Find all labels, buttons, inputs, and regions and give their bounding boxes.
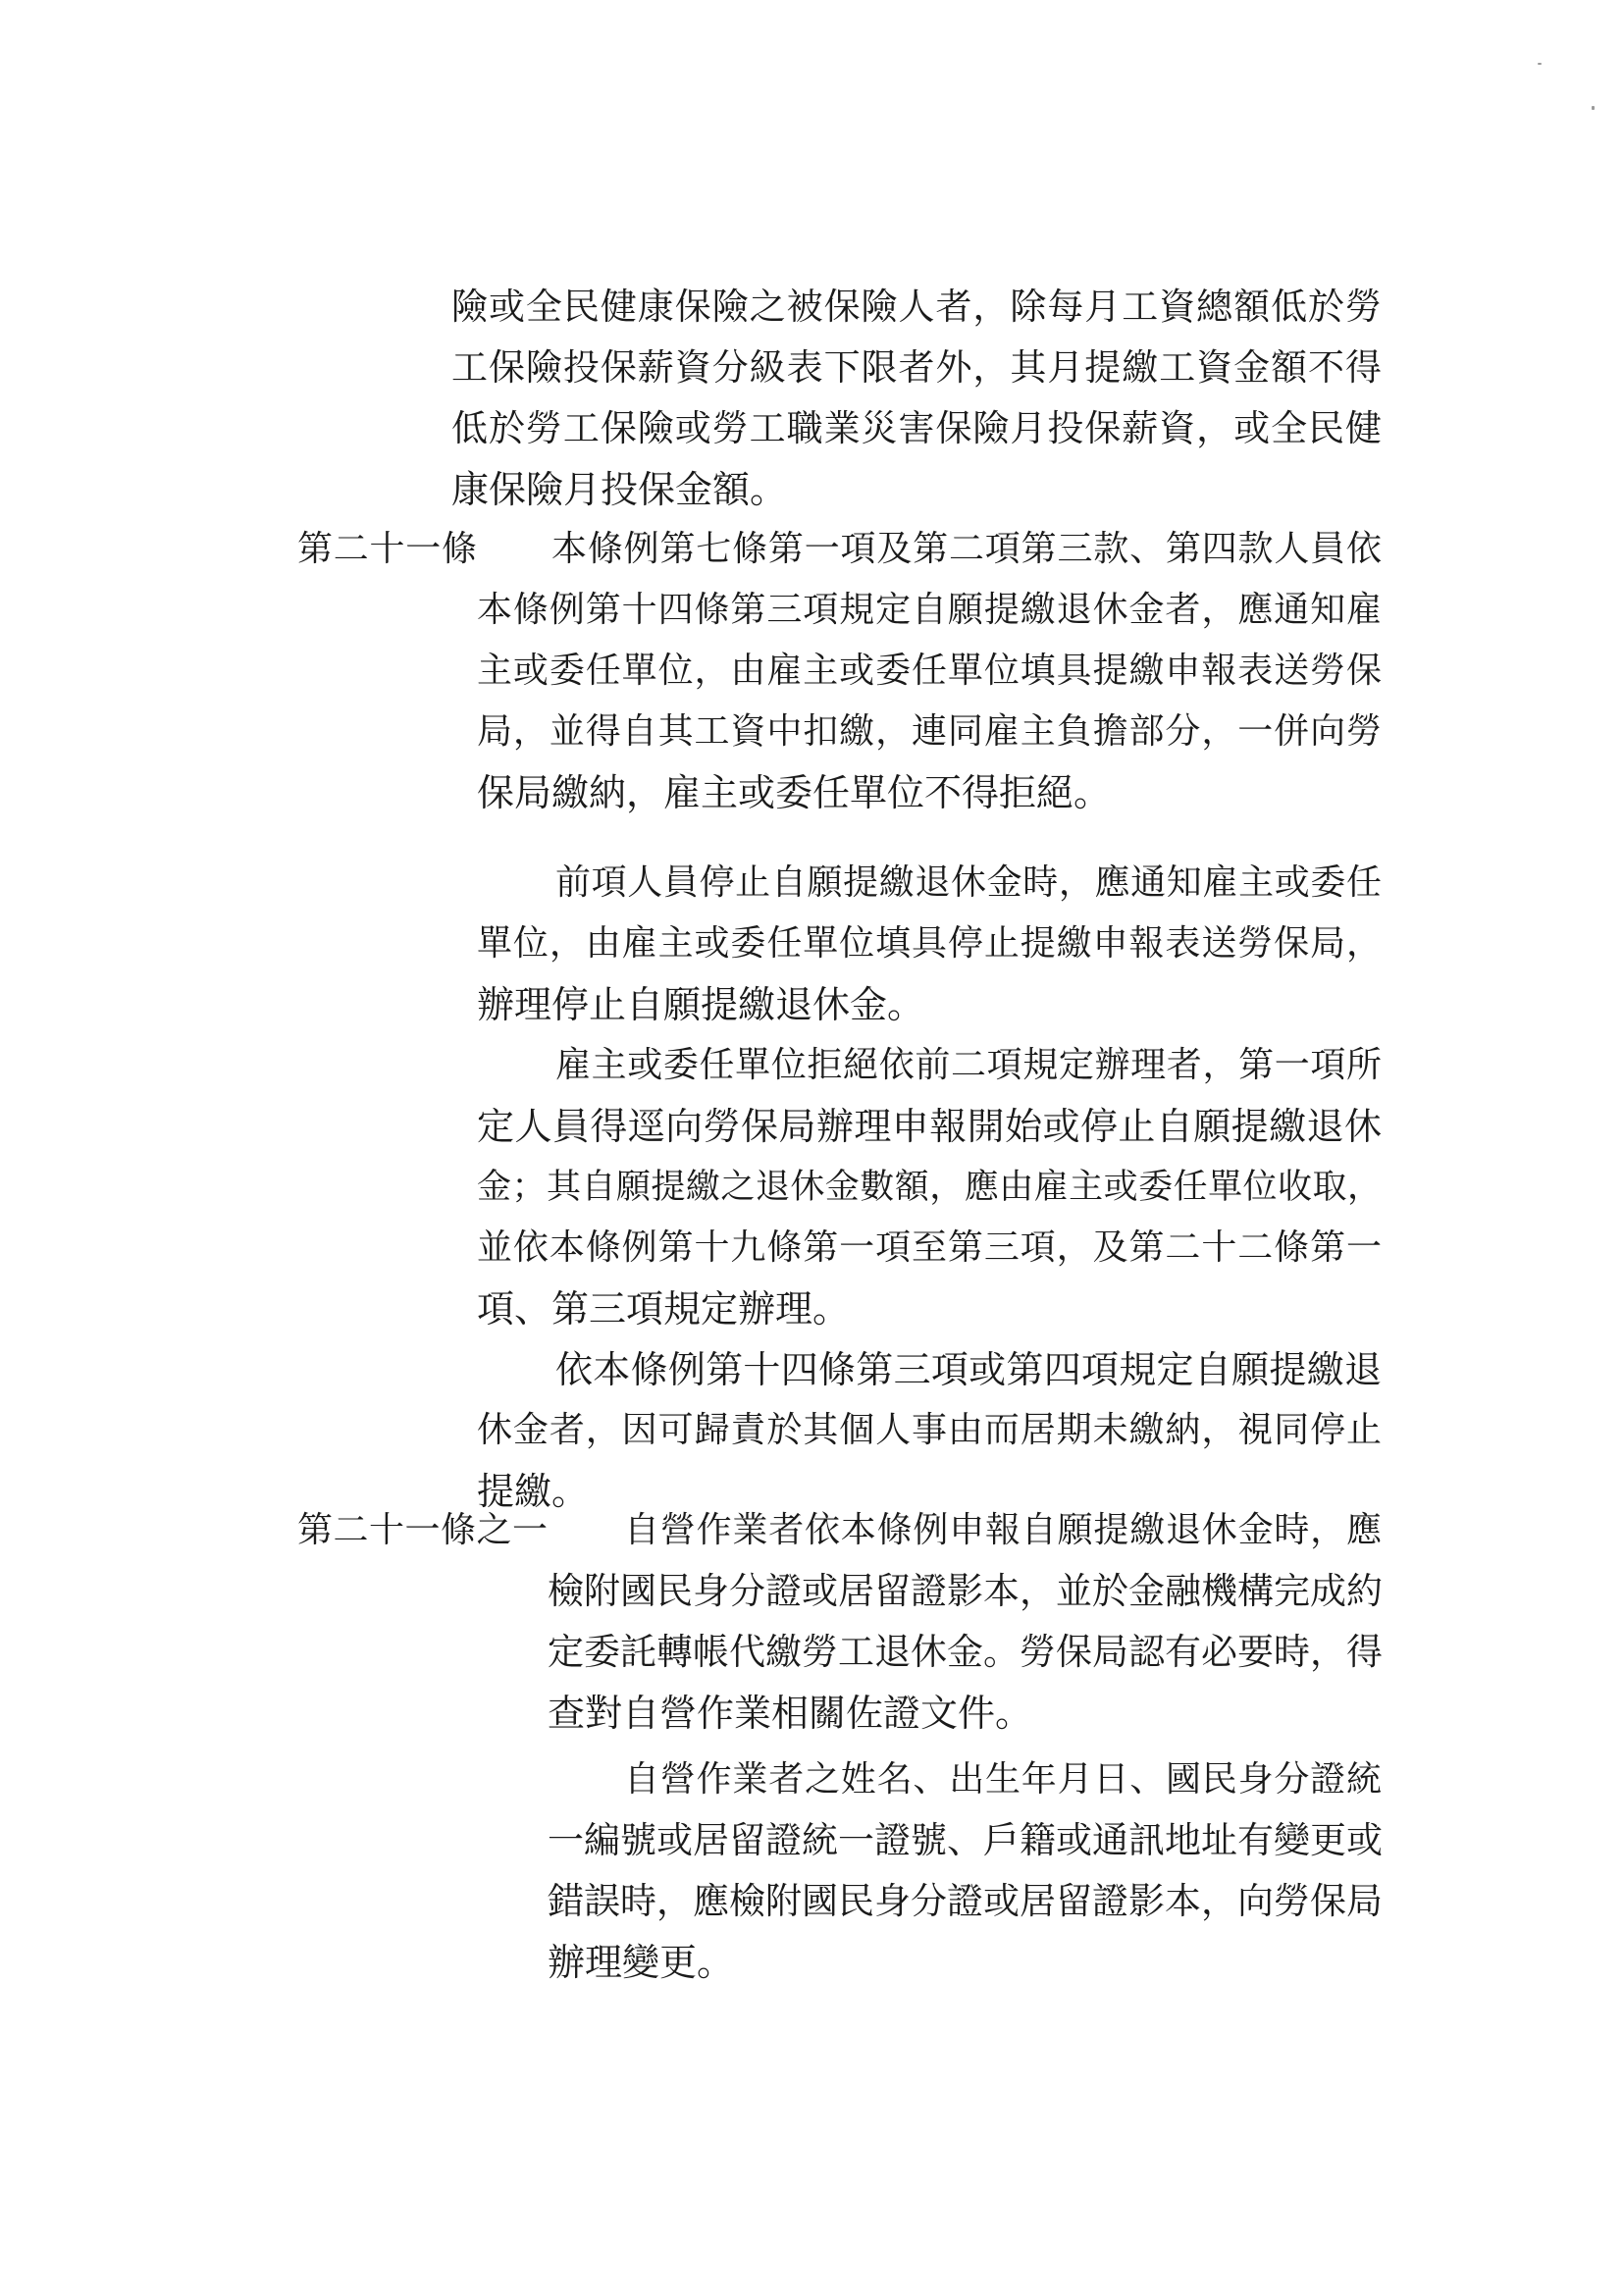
article-21-1-p1-line-3: 定委託轉帳代繳勞工退休金。勞保局認有必要時，得 (548, 1631, 1383, 1673)
article-21-1-p2-line-4: 辦理變更。 (548, 1941, 735, 1984)
article-21-p1-line-5: 保局繳納，雇主或委任單位不得拒絕。 (477, 771, 1112, 814)
article-21-1-p1-line-4: 查對自營作業相關佐證文件。 (548, 1692, 1033, 1735)
article-21-1-p1-line-1: 自營作業者依本條例申報自願提繳退休金時，應 (624, 1510, 1382, 1550)
article-21-p4-line-2: 休金者，因可歸責於其個人事由而居期未繳納，視同停止 (477, 1410, 1382, 1450)
article-21-p2-line-2: 單位，由雇主或委任單位填具停止提繳申報表送勞保局， (477, 923, 1382, 964)
article-21-p1-line-2: 本條例第十四條第三項規定自願提繳退休金者，應通知雇 (477, 590, 1382, 630)
scan-speck (1538, 63, 1542, 65)
article-21-p3-line-5: 項、第三項規定辦理。 (477, 1287, 851, 1331)
article-21-p3-line-2: 定人員得逕向勞保局辦理申報開始或停止自願提繳退休 (477, 1105, 1382, 1148)
intro-line-4: 康保險月投保金額。 (451, 468, 788, 511)
article-21-1-p2-line-1: 自營作業者之姓名、出生年月日、國民身分證統 (624, 1759, 1382, 1800)
article-21-1-p2-line-3: 錯誤時，應檢附國民身分證或居留證影本，向勞保局 (548, 1880, 1383, 1922)
article-21-p4-line-1: 依本條例第十四條第三項或第四項規定自願提繳退 (555, 1348, 1382, 1391)
article-21-p3-line-4: 並依本條例第十九條第一項至第三項，及第二十二條第一 (477, 1227, 1382, 1268)
article-21-p3-line-3: 金；其自願提繳之退休金數額，應由雇主或委任單位收取， (477, 1168, 1382, 1207)
scan-speck (1592, 106, 1595, 110)
intro-line-2: 工保險投保薪資分級表下限者外，其月提繳工資金額不得 (451, 346, 1382, 389)
intro-line-3: 低於勞工保險或勞工職業災害保險月投保薪資，或全民健 (451, 407, 1382, 449)
article-21-p2-line-3: 辦理停止自願提繳退休金。 (477, 983, 925, 1026)
article-21-p3-line-1: 雇主或委任單位拒絕依前二項規定辦理者，第一項所 (555, 1045, 1382, 1085)
article-21-p4-line-3: 提繳。 (477, 1470, 590, 1513)
article-21-1-p2-line-2: 一編號或居留證統一證號、戶籍或通訊地址有變更或 (548, 1819, 1383, 1861)
intro-line-1: 險或全民健康保險之被保險人者，除每月工資總額低於勞 (451, 286, 1382, 328)
article-21-1-label: 第二十一條之一 (297, 1510, 548, 1550)
article-21-p2-line-1: 前項人員停止自願提繳退休金時，應通知雇主或委任 (555, 862, 1382, 903)
article-21-label: 第二十一條 (297, 529, 477, 569)
article-21-1-p1-line-2: 檢附國民身分證或居留證影本，並於金融機構完成約 (548, 1570, 1383, 1612)
article-21-p1-line-3: 主或委任單位，由雇主或委任單位填具提繳申報表送勞保 (477, 651, 1382, 691)
article-21-p1-line-4: 局，並得自其工資中扣繳，連同雇主負擔部分，一併向勞 (477, 711, 1382, 752)
article-21-p1-line-1: 本條例第七條第一項及第二項第三款、第四款人員依 (551, 529, 1382, 569)
